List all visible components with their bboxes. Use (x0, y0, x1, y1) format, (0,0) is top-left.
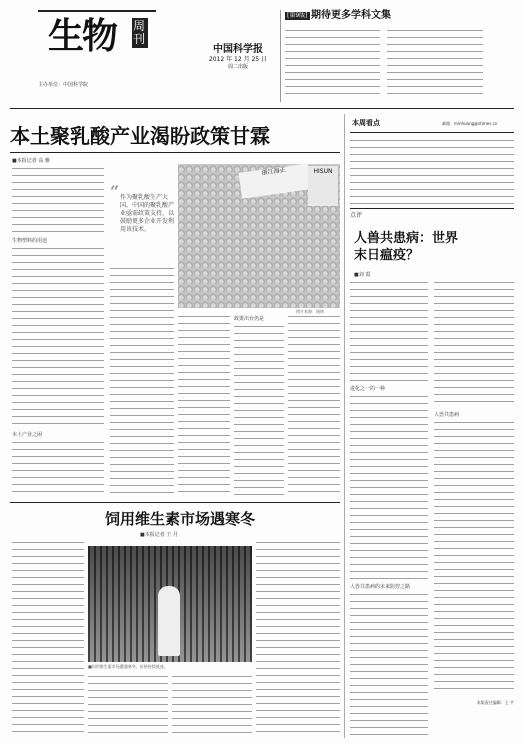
second-headline: 饲用维生素市场遇寒冬 (104, 510, 255, 528)
promo-box (280, 10, 487, 102)
sidebar-column-2 (434, 282, 514, 408)
masthead-divider (10, 108, 514, 109)
sidebar-headline: 人兽共患病：世界末日瘟疫？ (354, 231, 459, 263)
second-photo-caption: ■饲用维生素市场遭遇寒冬，价格持续低迷。 (88, 664, 168, 669)
sidebar-column-1 (350, 282, 428, 382)
lead-subhead-1: 生物塑料的用途 (12, 238, 48, 244)
sidebar-subhead-2: 人兽共患病 (434, 412, 460, 418)
lead-bottom-rule (10, 502, 340, 503)
sidebar-summary (350, 140, 514, 204)
second-photo (88, 546, 252, 662)
lead-column-1c (12, 442, 104, 498)
sidebar-divider (344, 114, 345, 738)
photo-bag-sign (308, 166, 338, 206)
lead-column-4 (234, 326, 284, 498)
masthead-subline: 主办单位：中国科学院 (38, 82, 89, 88)
second-column-3 (88, 676, 168, 738)
second-column-4 (172, 676, 252, 738)
quote-mark-icon: “ (110, 182, 120, 201)
sidebar-section-tag: 点评 (350, 212, 363, 219)
lead-column-2 (110, 268, 174, 498)
photo-bag-label (239, 163, 312, 198)
sidebar-byline: ■刘 霞 (354, 272, 371, 278)
lead-headline-rule (10, 152, 340, 153)
sidebar-footer: 本版责任编辑：王 平 (476, 700, 514, 705)
masthead-date-block (198, 44, 278, 71)
sidebar-column-1c (350, 594, 428, 738)
masthead-weekday: 周二出版 (227, 64, 248, 70)
masthead-logo: 生物 (48, 15, 117, 57)
lead-column-1b (12, 248, 104, 428)
promo-title: 期待更多学科文集 (311, 10, 391, 21)
sidebar-subhead-3: 人兽共患病的未来防控之路 (350, 584, 411, 590)
sidebar-rule (350, 208, 514, 209)
pullquote-text: 作为聚乳酸生产大国，中国的聚乳酸产业亟需政策支持，以鼓励更多企业开发利用该技术。 (120, 194, 175, 233)
promo-text (285, 30, 380, 100)
lead-subhead-2: 本土产业之困 (12, 432, 43, 438)
lead-subhead-3: 政策出台仍是 (234, 316, 265, 322)
photo-sign-text: HISUN (313, 168, 333, 175)
sidebar-subhead-1: 进化之一的一种 (350, 386, 386, 392)
second-byline: ■本报记者 王 月 (140, 532, 178, 538)
lead-column-1 (12, 168, 104, 234)
lead-photo-caption: 图片来源：网络 (296, 309, 324, 314)
lead-photo (178, 164, 340, 308)
second-photo-figure (158, 586, 180, 656)
promo-page-label: [第9版] (287, 12, 308, 19)
masthead-logo-block (38, 10, 156, 60)
second-column-1 (12, 542, 84, 738)
sidebar-header (350, 116, 514, 133)
lead-column-5 (288, 316, 340, 498)
lead-headline: 本土聚乳酸产业渴盼政策甘霖 (10, 124, 270, 148)
sidebar-column-1b (350, 396, 428, 580)
sidebar-label: 本周看点 (352, 118, 380, 127)
lead-pullquote (110, 182, 178, 264)
second-column-2 (256, 542, 340, 738)
photo-bag-brand: 浙江海正 (261, 166, 287, 177)
lead-byline: ■本报记者 高 雅 (12, 158, 50, 164)
sidebar-column-2b (434, 422, 514, 692)
masthead-newspaper-name: 中国科学报 (213, 44, 263, 55)
masthead-date: 2012 年 12 月 25 日 (208, 56, 268, 63)
masthead-logo-weekly: 周刊 (132, 18, 148, 48)
promo-text-2 (387, 30, 483, 100)
sidebar-email: 邮箱：minhuang@stimes.cn (442, 121, 498, 126)
lead-column-3 (178, 316, 230, 498)
